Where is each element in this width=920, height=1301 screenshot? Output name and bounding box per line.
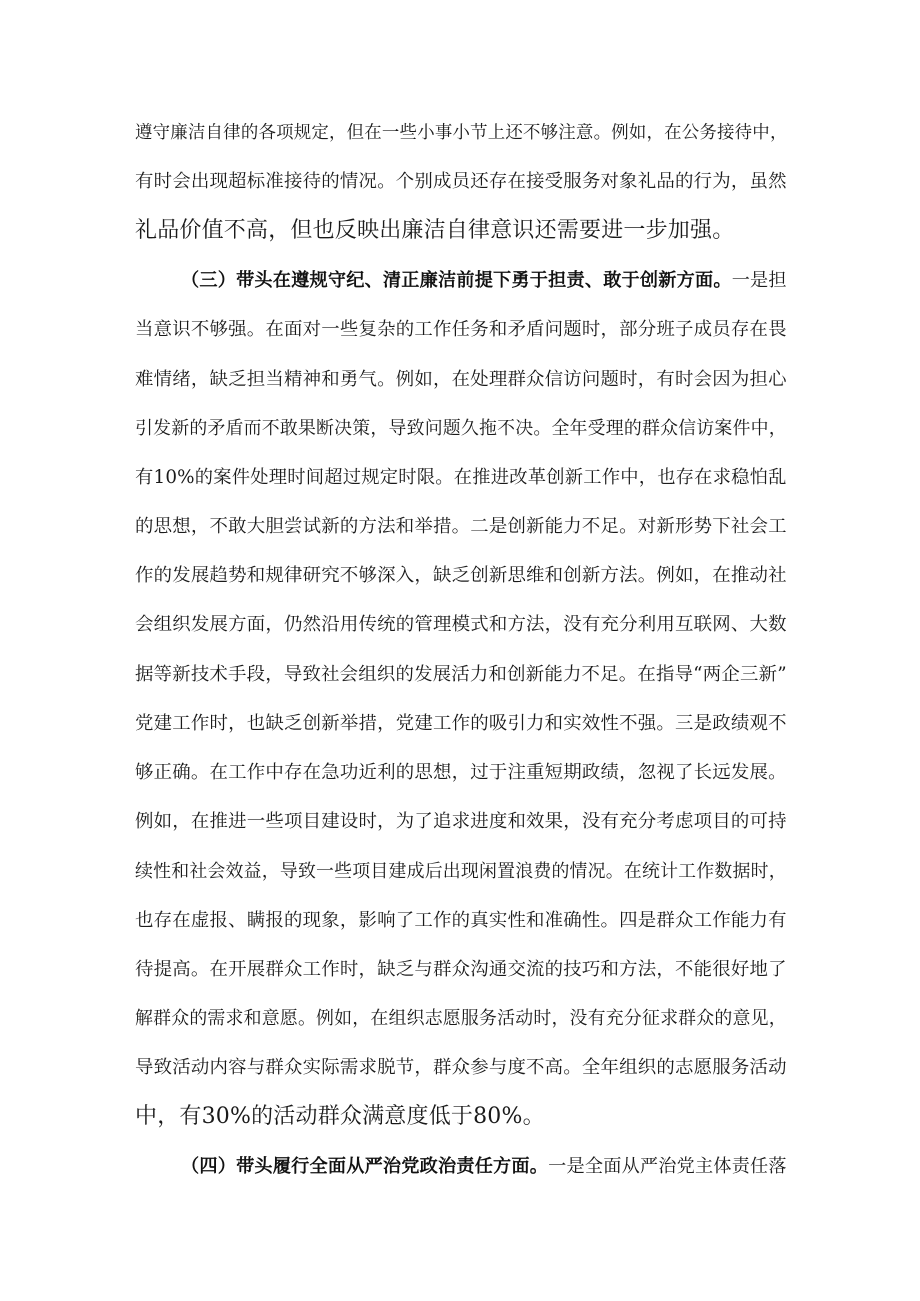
- paragraph-2-line: 导致活动内容与群众实际需求脱节，群众参与度不高。全年组织的志愿服务活动: [135, 1057, 787, 1078]
- paragraph-2-line: 据等新技术手段，导致社会组织的发展活力和创新能力不足。在指导“两企三新”: [135, 664, 787, 685]
- paragraph-2-line: 也存在虚报、瞒报的现象，影响了工作的真实性和准确性。四是群众工作能力有: [135, 910, 787, 931]
- paragraph-2-line: 的思想，不敢大胆尝试新的方法和举措。二是创新能力不足。对新形势下社会工: [135, 516, 787, 537]
- paragraph-2-line: 够正确。在工作中存在急功近利的思想，过于注重短期政绩，忽视了长远发展。: [135, 762, 787, 783]
- paragraph-2-first-line: [181, 266, 787, 296]
- paragraph-2-line: 中，有30%的活动群众满意度低于80%。: [135, 1104, 545, 1129]
- paragraph-2-line: 续性和社会效益，导致一些项目建成后出现闲置浪费的情况。在统计工作数据时，: [135, 861, 787, 882]
- paragraph-3-first-line-rest: 一是全面从严治党主体责任落: [548, 1156, 787, 1177]
- paragraph-2-line: 引发新的矛盾而不敢果断决策，导致问题久拖不决。全年受理的群众信访案件中，: [135, 418, 787, 439]
- paragraph-1-line-2: 有时会出现超标准接待的情况。个别成员还存在接受服务对象礼品的行为，虽然: [135, 171, 787, 192]
- section-heading-3: （三）带头在遵规守纪、清正廉洁前提下勇于担责、敢于创新方面。: [181, 270, 732, 291]
- paragraph-2-line: 党建工作时，也缺乏创新举措，党建工作的吸引力和实效性不强。三是政绩观不: [135, 713, 787, 734]
- paragraph-2-line: 作的发展趋势和规律研究不够深入，缺乏创新思维和创新方法。例如，在推动社: [135, 565, 787, 586]
- paragraph-2-line: 当意识不够强。在面对一些复杂的工作任务和矛盾问题时，部分班子成员存在畏: [135, 319, 787, 340]
- paragraph-3-first-line: [181, 1152, 787, 1182]
- paragraph-2-line: 有10%的案件处理时间超过规定时限。在推进改革创新工作中，也存在求稳怕乱: [135, 467, 787, 488]
- paragraph-1-line-3: 礼品价值不高，但也反映出廉洁自律意识还需要进一步加强。: [135, 218, 735, 243]
- paragraph-1-line-1: 遵守廉洁自律的各项规定，但在一些小事小节上还不够注意。例如，在公务接待中，: [135, 123, 788, 143]
- paragraph-2-line: 解群众的需求和意愿。例如，在组织志愿服务活动时，没有充分征求群众的意见，: [135, 1008, 787, 1029]
- section-heading-4: （四）带头履行全面从严治党政治责任方面。: [181, 1156, 549, 1177]
- paragraph-2-line: 待提高。在开展群众工作时，缺乏与群众沟通交流的技巧和方法，不能很好地了: [135, 959, 787, 980]
- paragraph-2-line: 例如，在推进一些项目建设时，为了追求进度和效果，没有充分考虑项目的可持: [135, 811, 787, 832]
- paragraph-2-first-line-rest: 一是担: [731, 270, 787, 291]
- paragraph-2-line: 难情绪，缺乏担当精神和勇气。例如，在处理群众信访问题时，有时会因为担心: [135, 369, 787, 390]
- paragraph-2-line: 会组织发展方面，仍然沿用传统的管理模式和方法，没有充分利用互联网、大数: [135, 614, 787, 635]
